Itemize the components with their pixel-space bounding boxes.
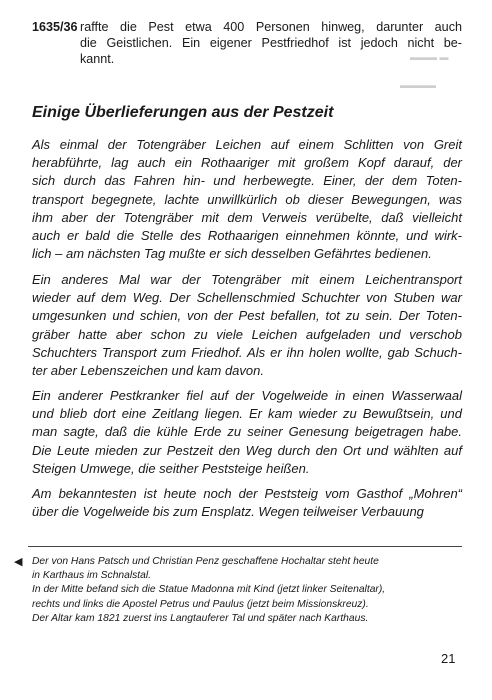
text-line: wieder auf dem Weg. Der Schellenschmied Schuchter von Stuben war — [32, 290, 462, 306]
text-line: Die Leute mieden zur Pestzeit den Weg durch den Ort und wählten auf — [32, 442, 462, 458]
section-heading: Einige Überlieferungen aus der Pestzeit — [32, 104, 334, 121]
text-line: ter aber Lebenszeichen und kam davon. — [32, 363, 264, 379]
text-line: sich durch das Fahren hin- und herbewegte. Einer, der dem Toten- — [32, 173, 462, 189]
text-line: herabführte, lag auch ein Rothaariger mit großem Kopf darauf, der — [32, 155, 462, 171]
bleed-through-mark: ▬▬▬ ▬ — [410, 52, 449, 62]
caption-line: rechts und links die Apostel Petrus und Paulus (jetzt beim Missionskreuz). — [32, 598, 369, 610]
intro-line: kannt. — [80, 52, 115, 66]
intro-year: 1635/36 — [32, 20, 78, 34]
page-number: 21 — [441, 651, 456, 666]
text-line: lich – am nächsten Tag mußte er sich desselben Gefährtes bedienen. — [32, 246, 432, 262]
text-line: über die Vogelweide bis zum Ensplatz. Wegen teilweiser Verbauung — [32, 504, 424, 520]
text-line: gräber hatte aber schon zu viele Leichen aufgeladen und verschob — [32, 326, 462, 342]
paragraph-totengraeber-schlitten — [32, 136, 462, 263]
caption-divider — [28, 546, 462, 547]
caption-line: in Karthaus im Schnalstal. — [32, 570, 152, 582]
intro-line: raffte die Pest etwa 400 Personen hinweg, darunter auch — [80, 20, 462, 34]
text-line: Ein anderes Mal war der Totengräber mit einem Leichentransport — [32, 272, 462, 287]
text-line: und blieb dort eine Zeitlang liegen. Er kam wieder zu Bewußtsein, und — [32, 406, 462, 422]
text-line: ihm aber der Totengräber mit dem Verweis verübelte, daß vielleicht — [32, 209, 462, 225]
text-line: Ein anderer Pestkranker fiel auf der Vogelweide in einen Wasserwaal — [32, 388, 462, 403]
figure-caption — [32, 555, 466, 626]
bleed-through-mark: ▬▬▬▬ — [400, 80, 436, 90]
paragraph-schellenschmied — [32, 271, 462, 380]
caption-line: Der von Hans Patsch und Christian Penz geschaffene Hochaltar steht heute — [32, 556, 379, 567]
paragraph-peststeig — [32, 485, 462, 521]
text-line: transport begegnete, lachte unwillkürlich ob dieser Bewegungen, was — [32, 191, 462, 207]
text-line: Als einmal der Totengräber Leichen auf einem Schlitten von Greit — [32, 137, 462, 152]
intro-line: die Geistlichen. Ein eigener Pestfriedhof ist jedoch nicht be- — [80, 36, 462, 50]
text-line: auch er bald die Stelle des Rothaarigen einnehmen könnte, und wirk- — [32, 228, 462, 244]
intro-paragraph — [32, 19, 462, 67]
caption-line: In der Mitte befand sich die Statue Madonna mit Kind (jetzt linker Seitenaltar), — [32, 584, 386, 596]
caption-line: Der Altar kam 1821 zuerst ins Langtauferer Tal und später nach Karthaus. — [32, 612, 369, 624]
text-line: Am bekanntesten ist heute noch der Peststeig vom Gasthof „Mohren“ — [32, 486, 462, 501]
paragraph-vogelweide — [32, 387, 462, 478]
text-line: Steigen Umwege, die seither Peststeige heißen. — [32, 460, 310, 476]
intro-text — [80, 19, 462, 67]
text-line: umgesunken und schien, von der Pest befallen, tot zu sein. Der Toten- — [32, 308, 462, 324]
text-line: Schuchters Transport zum Friedhof. Als er ihn holen wollte, gab Schuch- — [32, 344, 462, 360]
caption-pointer-icon: ◀ — [14, 556, 23, 568]
text-line: man sagte, daß die kühle Erde zu seiner Genesung beigetragen habe. — [32, 424, 462, 440]
